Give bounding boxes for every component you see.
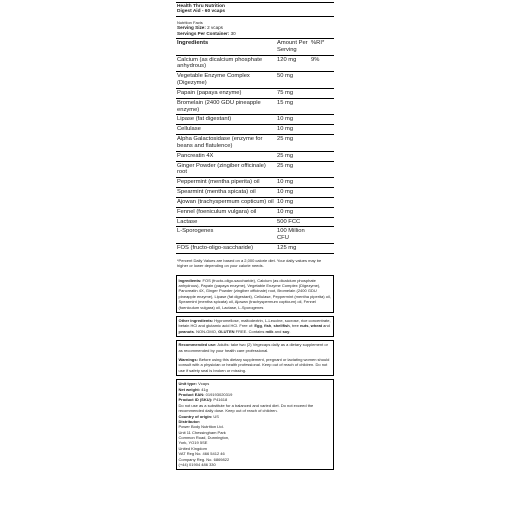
table-cell-name: Pancreatin 4X bbox=[177, 152, 214, 159]
table-cell-ri bbox=[310, 125, 334, 135]
table-row bbox=[176, 55, 334, 72]
table-row bbox=[176, 98, 334, 115]
table-row bbox=[176, 161, 334, 178]
other-ingredients-label: Other ingredients: bbox=[178, 318, 214, 324]
warnings-label: Warnings: bbox=[178, 356, 198, 362]
table-cell-ri bbox=[310, 243, 334, 252]
unit-type-value: Vcaps bbox=[198, 381, 210, 387]
table-cell-name: Vegetable Enzyme Complex (Digezyme) bbox=[177, 73, 250, 87]
table-cell-name: Peppermint (mentha piperita) oil bbox=[177, 179, 260, 186]
table-cell-amount: 10 mg bbox=[277, 116, 294, 123]
table-cell-ri bbox=[310, 197, 334, 207]
table-row bbox=[176, 151, 334, 161]
table-cell-name: Cellulase bbox=[177, 126, 201, 133]
allergen-fish: fish bbox=[264, 323, 272, 329]
table-cell-name: Papain (papaya enzyme) bbox=[177, 89, 242, 96]
table-header-row bbox=[176, 38, 334, 55]
contains-and: and bbox=[274, 328, 282, 334]
allergen-tree: tree bbox=[291, 323, 299, 329]
allergen-egg: Egg bbox=[254, 323, 262, 329]
table-cell-ri bbox=[310, 135, 334, 152]
allergen-nuts: nuts bbox=[299, 323, 309, 329]
other-ingredients-text: Hypromellose, maltodextrin, L-Leucine, sucrose, rice concentrate, betain HCl and glutamic acid HCl. Free of: bbox=[178, 318, 331, 329]
table-row bbox=[176, 178, 334, 188]
sku-label: Product ID (SKU): bbox=[178, 397, 213, 403]
servings-value: 30 bbox=[230, 31, 236, 37]
contains-soy: soy bbox=[282, 328, 290, 334]
serving-size-value: 2 vcaps bbox=[207, 25, 223, 31]
address-line: Unit 11 Chessingham Park bbox=[178, 429, 226, 435]
allergen-wheat: wheat bbox=[310, 323, 323, 329]
origin-value: US bbox=[213, 413, 219, 419]
table-cell-amount: 500 FCC bbox=[277, 218, 301, 225]
address-line: (+44) 01904 486 330 bbox=[178, 462, 216, 468]
table-cell-amount: 15 mg bbox=[277, 99, 294, 106]
recommended-use-paragraph bbox=[179, 342, 332, 353]
table-row bbox=[176, 188, 334, 198]
distributor-label: Distributor: bbox=[178, 418, 201, 424]
nutrition-facts-summary bbox=[176, 17, 334, 37]
table-row bbox=[176, 197, 334, 207]
table-row bbox=[176, 125, 334, 135]
other-ingredients-box: Other ingredients: Hypromellose, maltodextrin, L-Leucine, sucrose, rice concentrate, betain HCl and glutamic acid HCl. Free of: Egg, fish, shellfish, tree nuts, wheat and peanuts. NON-GMO, GLUTEN FREE. Contains milk and soy. bbox=[176, 316, 334, 337]
table-cell-ri bbox=[310, 161, 334, 178]
col-amount: Amount Per Serving bbox=[277, 39, 308, 53]
gluten-text: GLUTEN bbox=[218, 328, 235, 334]
address-line: VAT Reg No. 466 5412 46 bbox=[178, 451, 225, 457]
product-info-box bbox=[176, 379, 334, 470]
table-row bbox=[176, 88, 334, 98]
table-cell-ri bbox=[310, 178, 334, 188]
table-cell-name: Lipase (fat digestant) bbox=[177, 116, 232, 123]
table-cell-ri bbox=[310, 98, 334, 115]
address-line: Common Road, Dunnington, bbox=[178, 435, 230, 441]
contains-text: Contains bbox=[248, 328, 265, 334]
recommended-use-label: Recommended use: bbox=[178, 342, 217, 348]
net-weight-value: 41g bbox=[201, 386, 208, 392]
ingredients-box bbox=[176, 275, 334, 312]
table-cell-ri bbox=[310, 115, 334, 125]
table-cell-name: Lactase bbox=[177, 218, 198, 225]
contains-milk: milk bbox=[265, 328, 274, 334]
table-cell-ri: 9% bbox=[311, 56, 320, 63]
table-cell-name: Ginger Powder (zingiber officinale) root bbox=[177, 162, 266, 176]
table-cell-amount: 100 Million CFU bbox=[277, 228, 305, 242]
table-cell-amount: 120 mg bbox=[277, 56, 297, 63]
servings-label: Servings Per Container: bbox=[177, 31, 230, 37]
label-header bbox=[176, 2, 334, 17]
allergen-peanuts: peanuts bbox=[178, 328, 194, 334]
address-line: Company Reg. No. 6869822 bbox=[178, 456, 230, 462]
recommended-use-text: Adults: take two (2) Vegecaps daily as a dietary supplement or as recommended by your health care professional. bbox=[178, 342, 328, 353]
unit-type-label: Unit type: bbox=[178, 381, 197, 387]
non-gmo-text: NON-GMO, bbox=[196, 328, 217, 334]
table-cell-name: Calcium (as dicalcium phosphate anhydrous) bbox=[177, 56, 263, 70]
table-cell-amount: 75 mg bbox=[277, 89, 294, 96]
table-row bbox=[176, 227, 334, 244]
ingredients-label: Ingredients: bbox=[178, 277, 202, 283]
table-row bbox=[176, 72, 334, 89]
table-cell-amount: 10 mg bbox=[277, 126, 294, 133]
table-cell-ri bbox=[310, 227, 334, 244]
product-label bbox=[176, 2, 334, 470]
product-name: Digest Aid - 60 vcaps bbox=[177, 9, 226, 15]
allergen-shellfish: shellfish bbox=[273, 323, 290, 329]
recommended-use-box bbox=[176, 340, 334, 376]
brand-name: Health Thru Nutrition bbox=[177, 3, 225, 9]
address-line: United Kingdom bbox=[178, 445, 207, 451]
warnings-paragraph bbox=[179, 357, 332, 373]
distributor-address bbox=[179, 424, 332, 467]
table-cell-amount: 10 mg bbox=[277, 208, 294, 215]
ingredients-table bbox=[176, 38, 334, 253]
disclaimer-text: Do not use as a substitute for a balanced and varied diet. Do not exceed the recommended daily dose. Keep out of reach of children. bbox=[178, 402, 314, 414]
table-row bbox=[176, 135, 334, 152]
table-cell-ri bbox=[310, 217, 334, 227]
table-cell-ri bbox=[310, 88, 334, 98]
table-body bbox=[176, 55, 334, 253]
table-cell-name: Bromelain (2400 GDU pineapple enzyme) bbox=[177, 99, 261, 113]
daily-value-footnote: *Percent Daily Values are based on a 2,000 calorie diet. Your daily values may be higher or lower depending on your calorie needs. bbox=[176, 253, 334, 272]
ingredients-text: FOS (fructo-oligo-saccharide), Calcium (as dicalcium phosphate anhydrous), Papain (papaya enzyme), Vegetable Enzyme Complex (Digezyme), Pancreatin 4X, Ginger Powder (zingiber officinale) root, Bromelain (2400 GDU pineapple enzyme), Lipase (fat digestant), Cellulase, Peppermint (mentha piperita) oil, Spearmint (mentha spicata) oil, Ajowan (trachyspermum copticum) oil, Fennel (foeniculum vulgara) oil, Lactase, L-Sporogenes bbox=[178, 277, 331, 310]
table-cell-amount: 25 mg bbox=[277, 162, 294, 169]
table-cell-name: Alpha Galactosidase (enzyme for beans and flatulence) bbox=[177, 136, 263, 149]
table-cell-ri bbox=[310, 72, 334, 89]
table-row bbox=[176, 115, 334, 125]
table-cell-amount: 10 mg bbox=[277, 179, 294, 186]
col-ingredients: Ingredients bbox=[177, 39, 209, 46]
allergen-and: and bbox=[323, 323, 330, 329]
address-line: Power Body Nutrition Ltd. bbox=[178, 424, 224, 430]
table-cell-ri bbox=[310, 188, 334, 198]
table-cell-name: Spearmint (mentha spicata) oil bbox=[177, 189, 256, 196]
table-cell-name: FOS (fructo-oligo-saccharide) bbox=[177, 244, 254, 251]
table-cell-amount: 25 mg bbox=[277, 136, 294, 143]
table-cell-ri bbox=[310, 151, 334, 161]
table-cell-name: L-Sporogenes bbox=[177, 228, 214, 235]
facts-title: Nutrition Facts bbox=[177, 20, 203, 26]
address-line: York, YO19 5SE bbox=[178, 440, 208, 446]
table-cell-amount: 50 mg bbox=[277, 73, 294, 80]
free-text: FREE. bbox=[235, 328, 248, 334]
warnings-text: Before using this dietary supplement, pregnant or lactating women should consult with a physician or health professional. Keep out of reach of children. Do not use if safety seal is broken or missing. bbox=[178, 356, 330, 373]
table-row bbox=[176, 217, 334, 227]
ean-label: Product EAN: bbox=[178, 391, 205, 397]
col-ri: %RI* bbox=[311, 39, 325, 46]
table-cell-amount: 10 mg bbox=[277, 189, 294, 196]
serving-size-label: Serving Size: bbox=[177, 25, 206, 31]
servings-per-container-row bbox=[177, 31, 333, 37]
table-row bbox=[176, 243, 334, 252]
table-cell-amount: 125 mg bbox=[277, 244, 297, 251]
table-cell-amount: 25 mg bbox=[277, 152, 294, 159]
table-cell-name: Fennel (foeniculum vulgara) oil bbox=[177, 208, 257, 215]
ean-value: 019193020319 bbox=[205, 391, 233, 397]
sku-value: P41618 bbox=[213, 397, 228, 403]
table-cell-ri bbox=[310, 207, 334, 217]
table-cell-name: Ajowan (trachyspermum copticum) oil bbox=[177, 198, 274, 205]
net-weight-label: Net weight: bbox=[178, 386, 201, 392]
origin-label: Country of origin: bbox=[178, 413, 213, 419]
table-row bbox=[176, 207, 334, 217]
table-cell-amount: 10 mg bbox=[277, 198, 294, 205]
